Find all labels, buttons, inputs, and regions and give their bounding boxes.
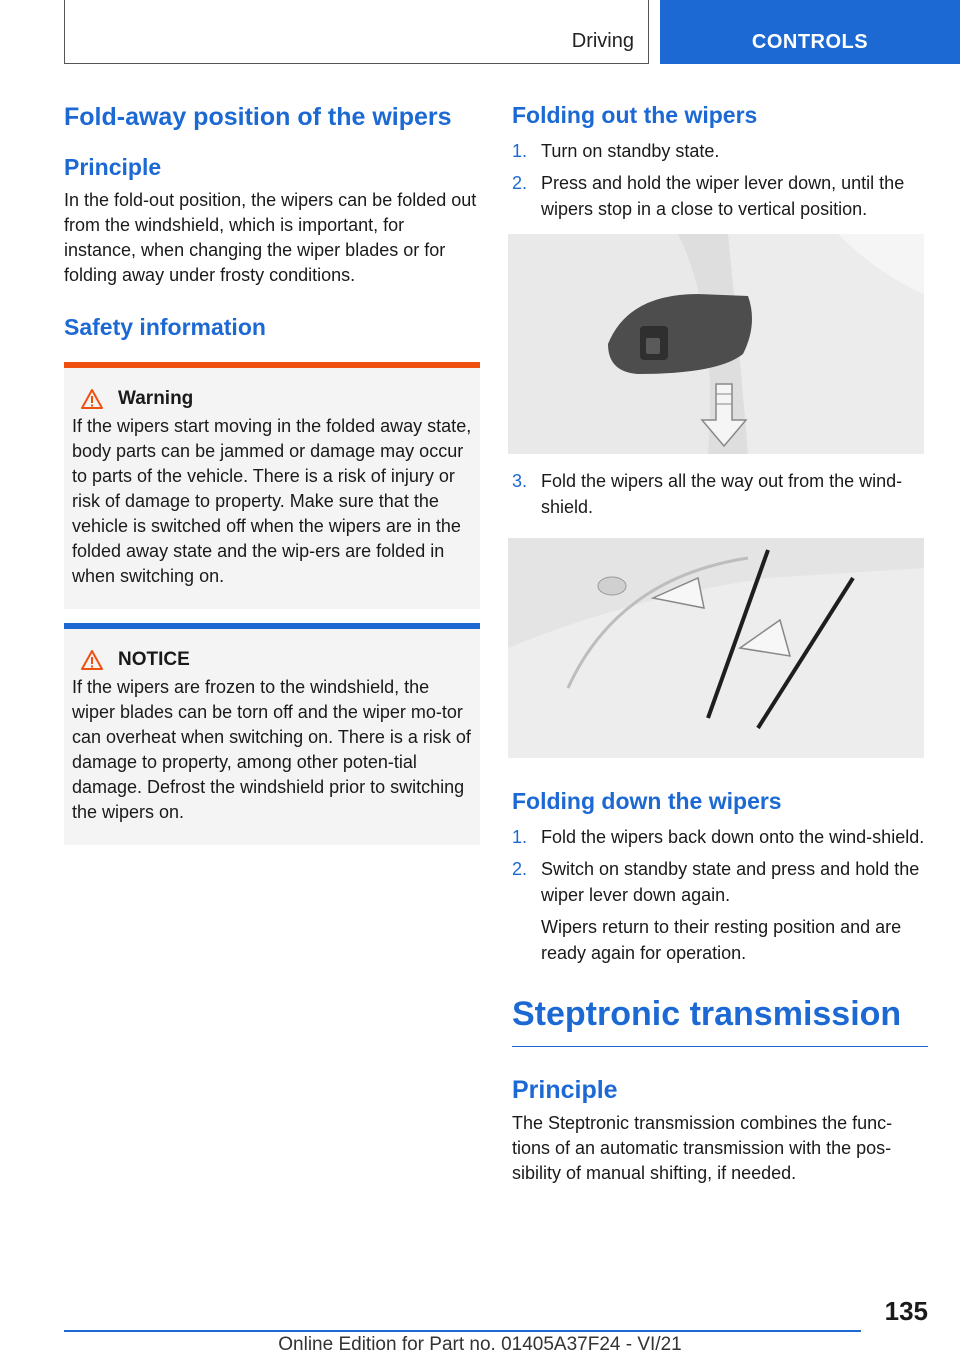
left-column <box>64 100 480 845</box>
list-item: 1. Turn on standby state. <box>512 141 720 161</box>
header-section-title: Driving <box>571 30 634 52</box>
section-title: Fold-away position of the wipers <box>64 103 452 131</box>
wiper-lever-illustration <box>508 234 924 454</box>
principle-heading: Principle <box>64 154 162 180</box>
list-item: 2. Press and hold the wiper lever down, until the wipers stop in a close to vertical position. <box>512 173 905 219</box>
fold-out-heading: Folding out the wipers <box>512 102 758 128</box>
list-item: 2. Switch on standby state and press and hold the wiper lever down again. <box>512 859 920 905</box>
page-number: 135 <box>884 1296 928 1326</box>
fold-down-heading: Folding down the wipers <box>512 788 782 814</box>
fold-down-steps <box>512 824 928 908</box>
header-frame <box>64 0 649 64</box>
fold-down-note: Wipers return to their resting position and are ready again for operation. <box>541 917 902 963</box>
notice-box <box>64 623 480 845</box>
header-chapter-tab[interactable]: CONTROLS <box>660 0 960 64</box>
right-column <box>512 100 928 1186</box>
footer-divider <box>64 1330 861 1332</box>
steptronic-text: The Steptronic transmission combines the func-tions of an automatic transmission with the pos-sibility of manual shifting, if needed. <box>512 1113 893 1183</box>
steptronic-title: Steptronic transmission <box>512 992 928 1047</box>
steptronic-principle-heading: Principle <box>512 1076 618 1104</box>
footer-edition: Online Edition for Part no. 01405A37F24 - VI/21 <box>278 1334 682 1355</box>
fold-out-steps-continued <box>512 468 928 520</box>
principle-text: In the fold-out position, the wipers can be folded out from the windshield, which is important, for instance, when changing the wiper blades or for folding away under frosty conditions. <box>64 190 477 285</box>
notice-triangle-icon <box>80 649 104 671</box>
notice-label: NOTICE <box>118 649 190 670</box>
warning-box <box>64 362 480 609</box>
list-item: 3. Fold the wipers all the way out from the wind-shield. <box>512 471 903 517</box>
wiper-fold-out-illustration <box>508 538 924 758</box>
safety-heading: Safety information <box>64 314 266 340</box>
warning-triangle-icon <box>80 388 104 410</box>
notice-text: If the wipers are frozen to the windshield, the wiper blades can be torn off and the wiper mo-tor can overheat when switching on. There is a risk of damage to property, among other poten-tial damage. Defrost the windshield prior to switching the wipers on. <box>72 677 471 822</box>
list-item: 1. Fold the wipers back down onto the wind-shield. <box>512 827 925 847</box>
fold-out-steps <box>512 138 928 222</box>
warning-label: Warning <box>118 388 194 409</box>
warning-text: If the wipers start moving in the folded away state, body parts can be jammed or damage may occur to parts of the vehicle. There is a risk of injury or risk of damage to property. Make sure that the vehicle is switched off when the wipers are in the folded away state and the wip-ers are folded in when switching on. <box>72 416 472 586</box>
